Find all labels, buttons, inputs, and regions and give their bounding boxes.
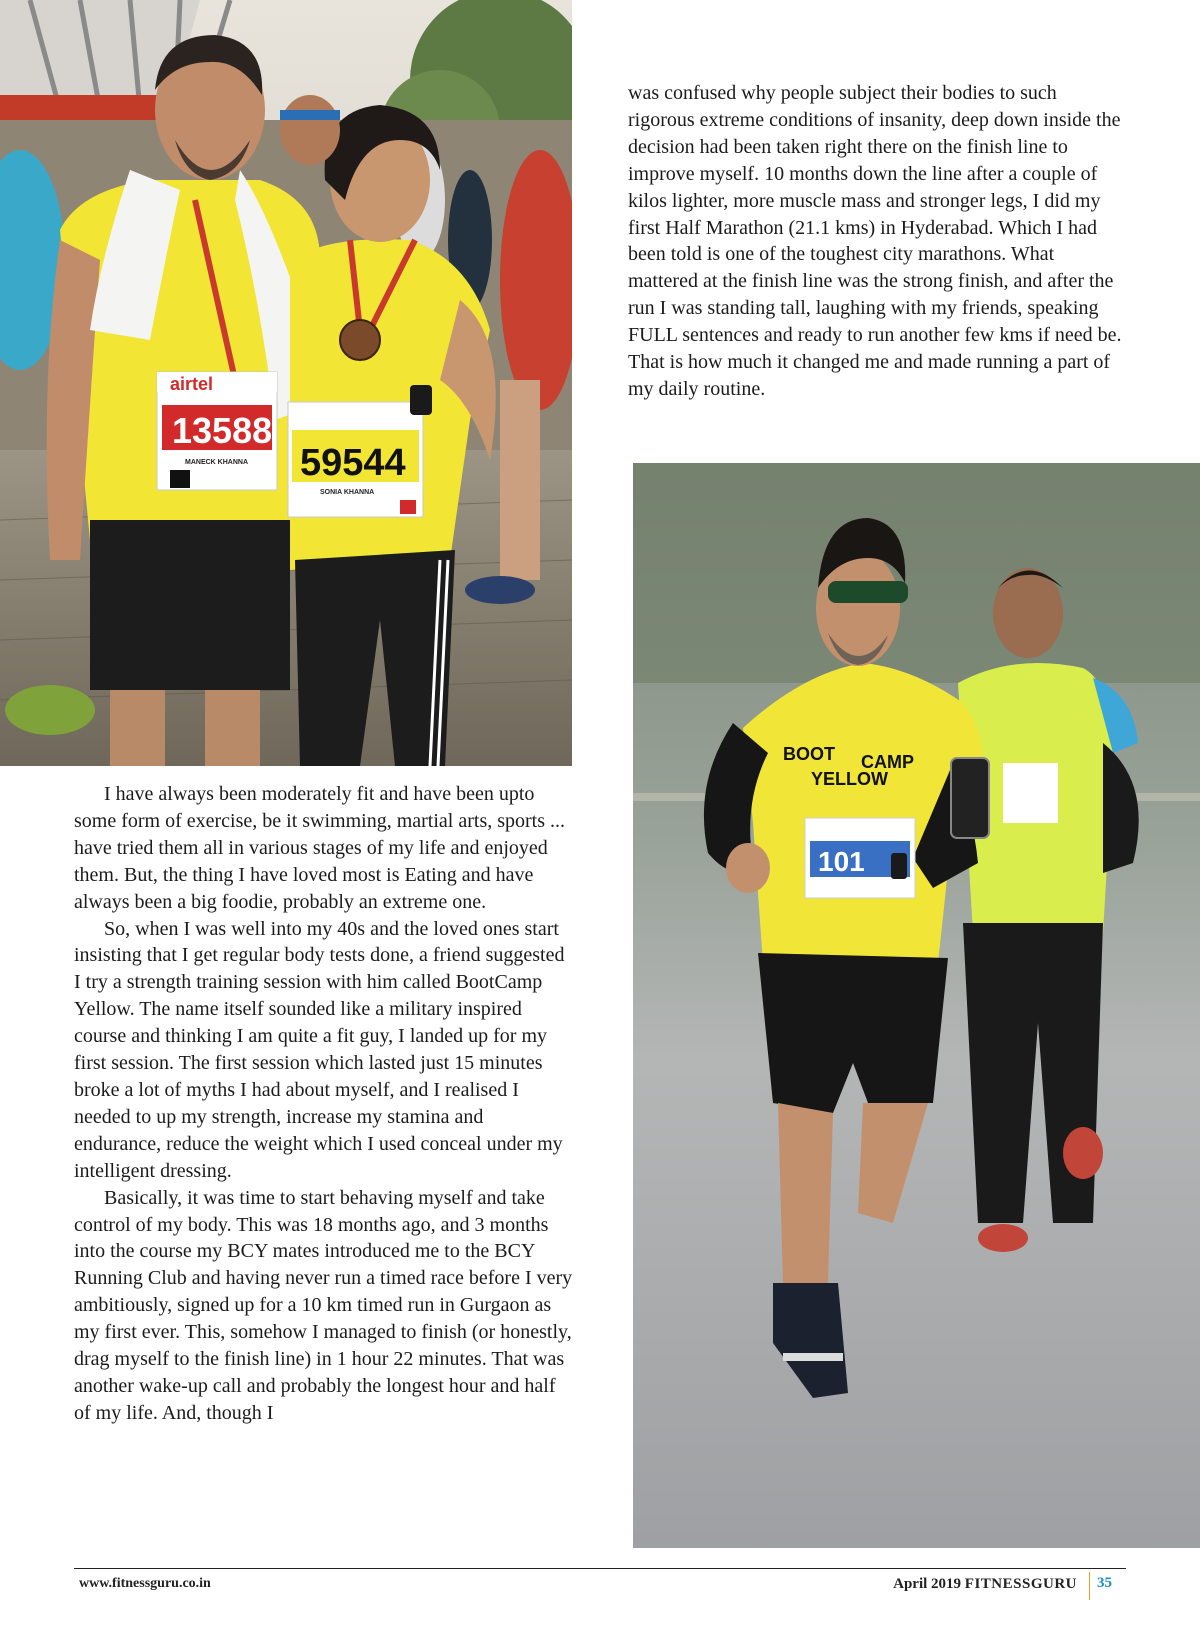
paragraph: was confused why people subject their bodies to such rigorous extreme conditions of insanity, deep down inside the decision had been taken right there on the finish line to improve myself. 10 months down the line after a couple of kilos lighter, more muscle mass and stronger legs, I did my first Half Marathon (21.1 kms) in Hyderabad. Which I had been told is one of the toughest city marathons. What mattered at the finish line was the strong finish, and after the run I was standing tall, laughing with my friends, speaking FULL sentences and ready to run another few kms if need be. That is how much it changed me and made running a part of my daily routine. (628, 82, 1122, 400)
footer-issue-date: April 2019 (893, 1576, 962, 1592)
bib-1-name: MANECK KHANNA (185, 459, 248, 466)
bib-2 (288, 402, 423, 517)
article-left-column (74, 781, 574, 1427)
footer-website[interactable]: www.fitnessguru.co.in (79, 1576, 211, 1591)
footer-magazine-name: FITNESSGURU (964, 1576, 1077, 1592)
runners-with-medals-photo (0, 0, 572, 766)
paragraph: Basically, it was time to start behaving myself and take control of my body. This was 18 months ago, and 3 months into the course my BCY mates introduced me to the BCY Running Club and having never run a timed race before I very ambitiously, signed up for a 10 km timed run in Gurgaon as my first ever. This, somehow I managed to finish (or honestly, drag myself to the finish line) in 1 hour 22 minutes. That was another wake-up call and probably the longest hour and half of my life. And, though I (74, 1186, 573, 1424)
page-number: 35 (1097, 1575, 1112, 1591)
shirt-text-yellow: YELLOW (811, 769, 888, 789)
paragraph: So, when I was well into my 40s and the loved ones start insisting that I get regular body tests done, a friend suggested I try a strength training session with him called BootCamp Yellow. The name itself sounded like a military inspired course and thinking I am quite a fit guy, I landed up for my first session. The first session which lasted just 15 minutes broke a lot of myths I had about myself, and I realised I needed to up my strength, increase my stamina and endurance, reduce the weight which I used conceal under my intelligent dressing. (74, 917, 565, 1182)
paragraph: I have always been moderately fit and have been upto some form of exercise, be it swimming, martial arts, sports ... have tried them all in various stages of my life and enjoyed them. But, the thing I have loved most is Eating and have always been a big foodie, probably an extreme one. (74, 783, 566, 913)
bib-1-number: 13588 (172, 410, 273, 451)
article-right-column (628, 80, 1128, 403)
bib-1-sponsor: airtel (170, 374, 214, 394)
bib-2-number: 59544 (300, 442, 406, 484)
runner-bib-number: 101 (818, 846, 865, 877)
page-number-separator (1089, 1572, 1090, 1600)
shirt-text-camp: CAMP (861, 752, 914, 772)
footer-divider (74, 1568, 1126, 1569)
runner-racing-photo (633, 463, 1200, 1548)
bib-1 (157, 372, 277, 490)
bib-2-name: SONIA KHANNA (320, 489, 375, 496)
shirt-text-boot: BOOT (783, 744, 835, 764)
footer-issue-info (893, 1576, 1077, 1593)
